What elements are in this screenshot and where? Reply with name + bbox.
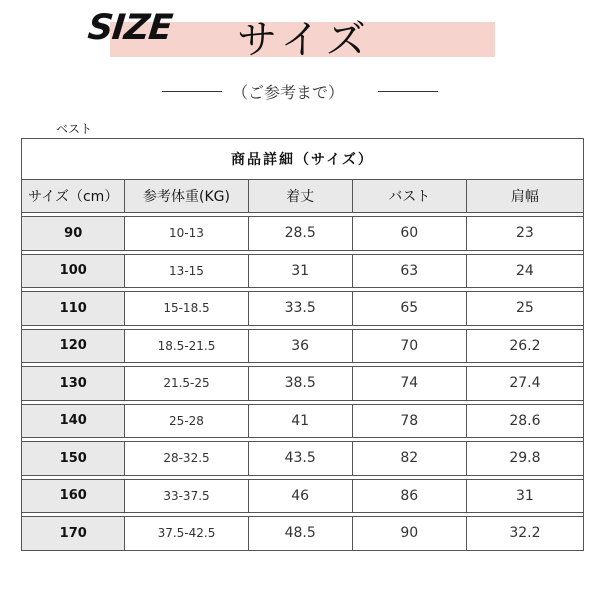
size-cell: 110 (22, 292, 125, 326)
shoulder-cell: 25 (466, 292, 583, 326)
section-label: ベスト (56, 122, 93, 136)
weight-cell: 10-13 (125, 217, 248, 251)
subtitle: （ご参考まで） (232, 83, 345, 102)
weight-cell: 33-37.5 (125, 479, 248, 513)
size-cell: 150 (22, 442, 125, 476)
bust-cell: 60 (352, 217, 466, 251)
column-header-size: サイズ（cm） (22, 180, 125, 213)
length-cell: 31 (248, 254, 352, 288)
table-row (22, 479, 584, 513)
bust-cell: 70 (352, 329, 466, 363)
length-cell: 28.5 (248, 217, 352, 251)
length-cell: 46 (248, 479, 352, 513)
size-cell: 100 (22, 254, 125, 288)
shoulder-cell: 31 (466, 479, 583, 513)
column-header-bust: バスト (352, 180, 466, 213)
weight-cell: 37.5-42.5 (125, 517, 248, 551)
size-cell: 140 (22, 404, 125, 438)
length-cell: 48.5 (248, 517, 352, 551)
table-row (22, 517, 584, 551)
bust-cell: 78 (352, 404, 466, 438)
size-cell: 120 (22, 329, 125, 363)
shoulder-cell: 23 (466, 217, 583, 251)
size-cell: 130 (22, 367, 125, 401)
shoulder-cell: 26.2 (466, 329, 583, 363)
divider-left (162, 91, 222, 92)
shoulder-cell: 24 (466, 254, 583, 288)
weight-cell: 25-28 (125, 404, 248, 438)
column-header-weight: 参考体重(KG) (125, 180, 248, 213)
divider-right (378, 91, 438, 92)
weight-cell: 28-32.5 (125, 442, 248, 476)
size-cell: 90 (22, 217, 125, 251)
table-row (22, 254, 584, 288)
column-header-shoulder: 肩幅 (466, 180, 583, 213)
bust-cell: 86 (352, 479, 466, 513)
column-header-length: 着丈 (248, 180, 352, 213)
length-cell: 33.5 (248, 292, 352, 326)
table-row (22, 217, 584, 251)
bust-cell: 90 (352, 517, 466, 551)
size-logo: SIZE (85, 8, 174, 48)
table-row (22, 292, 584, 326)
length-cell: 43.5 (248, 442, 352, 476)
table-row (22, 329, 584, 363)
shoulder-cell: 28.6 (466, 404, 583, 438)
table-row (22, 442, 584, 476)
weight-cell: 18.5-21.5 (125, 329, 248, 363)
weight-cell: 21.5-25 (125, 367, 248, 401)
bust-cell: 65 (352, 292, 466, 326)
bust-cell: 82 (352, 442, 466, 476)
length-cell: 36 (248, 329, 352, 363)
shoulder-cell: 32.2 (466, 517, 583, 551)
shoulder-cell: 29.8 (466, 442, 583, 476)
shoulder-cell: 27.4 (466, 367, 583, 401)
length-cell: 38.5 (248, 367, 352, 401)
weight-cell: 15-18.5 (125, 292, 248, 326)
page-title: サイズ (237, 17, 372, 63)
table-row (22, 404, 584, 438)
bust-cell: 74 (352, 367, 466, 401)
size-table (21, 138, 584, 551)
size-cell: 170 (22, 517, 125, 551)
bust-cell: 63 (352, 254, 466, 288)
length-cell: 41 (248, 404, 352, 438)
weight-cell: 13-15 (125, 254, 248, 288)
table-body (22, 213, 584, 551)
table-caption: 商品詳細（サイズ） (22, 139, 584, 180)
table-row (22, 367, 584, 401)
size-cell: 160 (22, 479, 125, 513)
